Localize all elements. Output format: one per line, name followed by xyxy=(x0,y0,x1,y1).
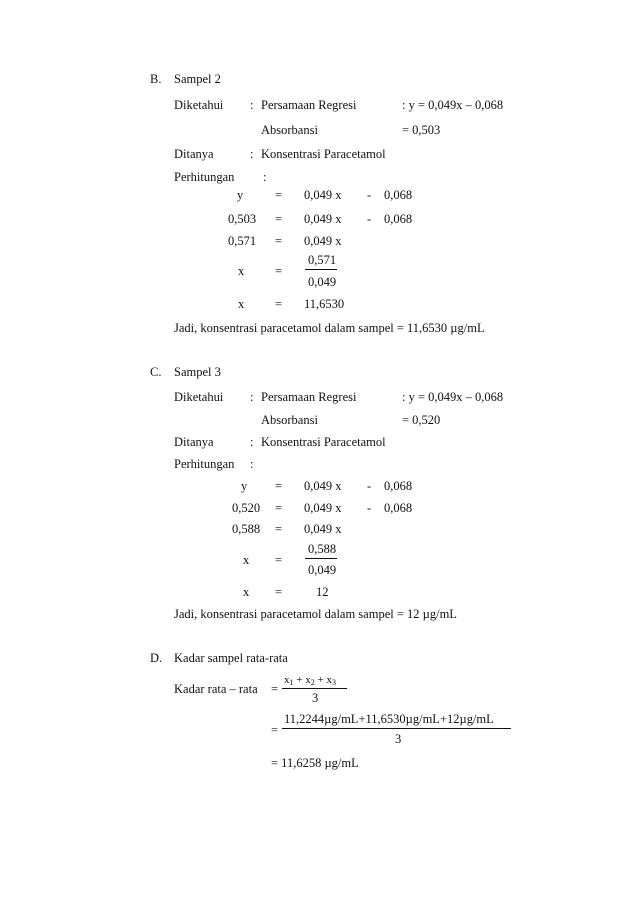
ditanya-label: Ditanya xyxy=(174,147,214,161)
kadar-equals: = xyxy=(271,682,279,696)
equation-lhs: 0,503 xyxy=(228,212,257,226)
persamaan-value: : y = 0,049x – 0,068 xyxy=(402,390,504,404)
section-c-title: Sampel 3 xyxy=(174,365,221,379)
equation-equals: = xyxy=(275,479,283,493)
absorbansi-label: Absorbansi xyxy=(261,123,318,137)
perhitungan-colon: : xyxy=(250,457,254,471)
persamaan-value: : y = 0,049x – 0,068 xyxy=(402,98,504,112)
fraction-bar xyxy=(282,688,347,689)
persamaan-label: Persamaan Regresi xyxy=(261,98,357,112)
equation-term: 0,049 x xyxy=(304,188,342,202)
fraction-numerator: 0,571 xyxy=(308,253,337,267)
equation-equals: = xyxy=(275,188,283,202)
equation-constant: 0,068 xyxy=(384,501,413,515)
equation-term: 0,049 x xyxy=(304,212,342,226)
equation-term: 0,049 x xyxy=(304,501,342,515)
section-d-title: Kadar sampel rata-rata xyxy=(174,651,288,665)
final-result: = 11,6258 µg/mL xyxy=(271,756,359,770)
ditanya-colon: : xyxy=(250,435,254,449)
absorbansi-value: = 0,503 xyxy=(402,123,441,137)
equation-lhs: 0,520 xyxy=(232,501,261,515)
persamaan-label: Persamaan Regresi xyxy=(261,390,357,404)
equation-lhs: y xyxy=(241,479,248,493)
ditanya-label: Ditanya xyxy=(174,435,214,449)
equation-minus: - xyxy=(367,479,372,493)
fraction-lhs: x xyxy=(243,553,250,567)
absorbansi-label: Absorbansi xyxy=(261,413,318,427)
diketahui-label: Diketahui xyxy=(174,98,224,112)
substitution-equals: = xyxy=(271,723,279,737)
fraction-denominator: 3 xyxy=(312,691,319,705)
fraction-bar xyxy=(282,728,511,729)
result-lhs: x xyxy=(243,585,250,599)
result-value: 11,6530 xyxy=(304,297,345,311)
diketahui-label: Diketahui xyxy=(174,390,224,404)
fraction-equals: = xyxy=(275,553,283,567)
fraction-denominator: 0,049 xyxy=(308,563,337,577)
equation-term: 0,049 x xyxy=(304,234,342,248)
ditanya-value: Konsentrasi Paracetamol xyxy=(261,435,386,449)
perhitungan-label: Perhitungan xyxy=(174,170,235,184)
fraction-equals: = xyxy=(275,264,283,278)
result-value: 12 xyxy=(316,585,329,599)
substitution-numerator: 11,2244µg/mL+11,6530µg/mL+12µg/mL xyxy=(284,712,494,726)
result-equals: = xyxy=(275,585,283,599)
section-b-title: Sampel 2 xyxy=(174,72,221,86)
conclusion: Jadi, konsentrasi paracetamol dalam sampel = 11,6530 µg/mL xyxy=(174,321,485,335)
equation-minus: - xyxy=(367,188,372,202)
fraction-lhs: x xyxy=(238,264,245,278)
diketahui-colon: : xyxy=(250,390,254,404)
equation-constant: 0,068 xyxy=(384,188,413,202)
perhitungan-colon: : xyxy=(263,170,267,184)
kadar-label: Kadar rata – rata xyxy=(174,682,258,696)
equation-minus: - xyxy=(367,212,372,226)
equation-equals: = xyxy=(275,522,283,536)
absorbansi-value: = 0,520 xyxy=(402,413,441,427)
equation-lhs: y xyxy=(237,188,244,202)
substitution-denominator: 3 xyxy=(395,732,402,746)
equation-term: 0,049 x xyxy=(304,522,342,536)
equation-lhs: 0,571 xyxy=(228,234,257,248)
fraction-numerator: 0,588 xyxy=(308,542,337,556)
section-d-letter: D. xyxy=(150,651,163,665)
equation-equals: = xyxy=(275,234,283,248)
fraction-bar xyxy=(305,269,337,270)
equation-term: 0,049 x xyxy=(304,479,342,493)
result-lhs: x xyxy=(238,297,245,311)
equation-lhs: 0,588 xyxy=(232,522,261,536)
fraction-bar xyxy=(305,558,337,559)
ditanya-value: Konsentrasi Paracetamol xyxy=(261,147,386,161)
perhitungan-label: Perhitungan xyxy=(174,457,235,471)
section-b-letter: B. xyxy=(150,72,162,86)
diketahui-colon: : xyxy=(250,98,254,112)
section-c-letter: C. xyxy=(150,365,162,379)
result-equals: = xyxy=(275,297,283,311)
equation-equals: = xyxy=(275,501,283,515)
equation-constant: 0,068 xyxy=(384,212,413,226)
equation-minus: - xyxy=(367,501,372,515)
equation-constant: 0,068 xyxy=(384,479,413,493)
equation-equals: = xyxy=(275,212,283,226)
ditanya-colon: : xyxy=(250,147,254,161)
conclusion: Jadi, konsentrasi paracetamol dalam sampel = 12 µg/mL xyxy=(174,607,457,621)
fraction-denominator: 0,049 xyxy=(308,275,337,289)
sum-formula-numerator: $x_1 + x_2 + x_3$ xyxy=(284,674,336,687)
